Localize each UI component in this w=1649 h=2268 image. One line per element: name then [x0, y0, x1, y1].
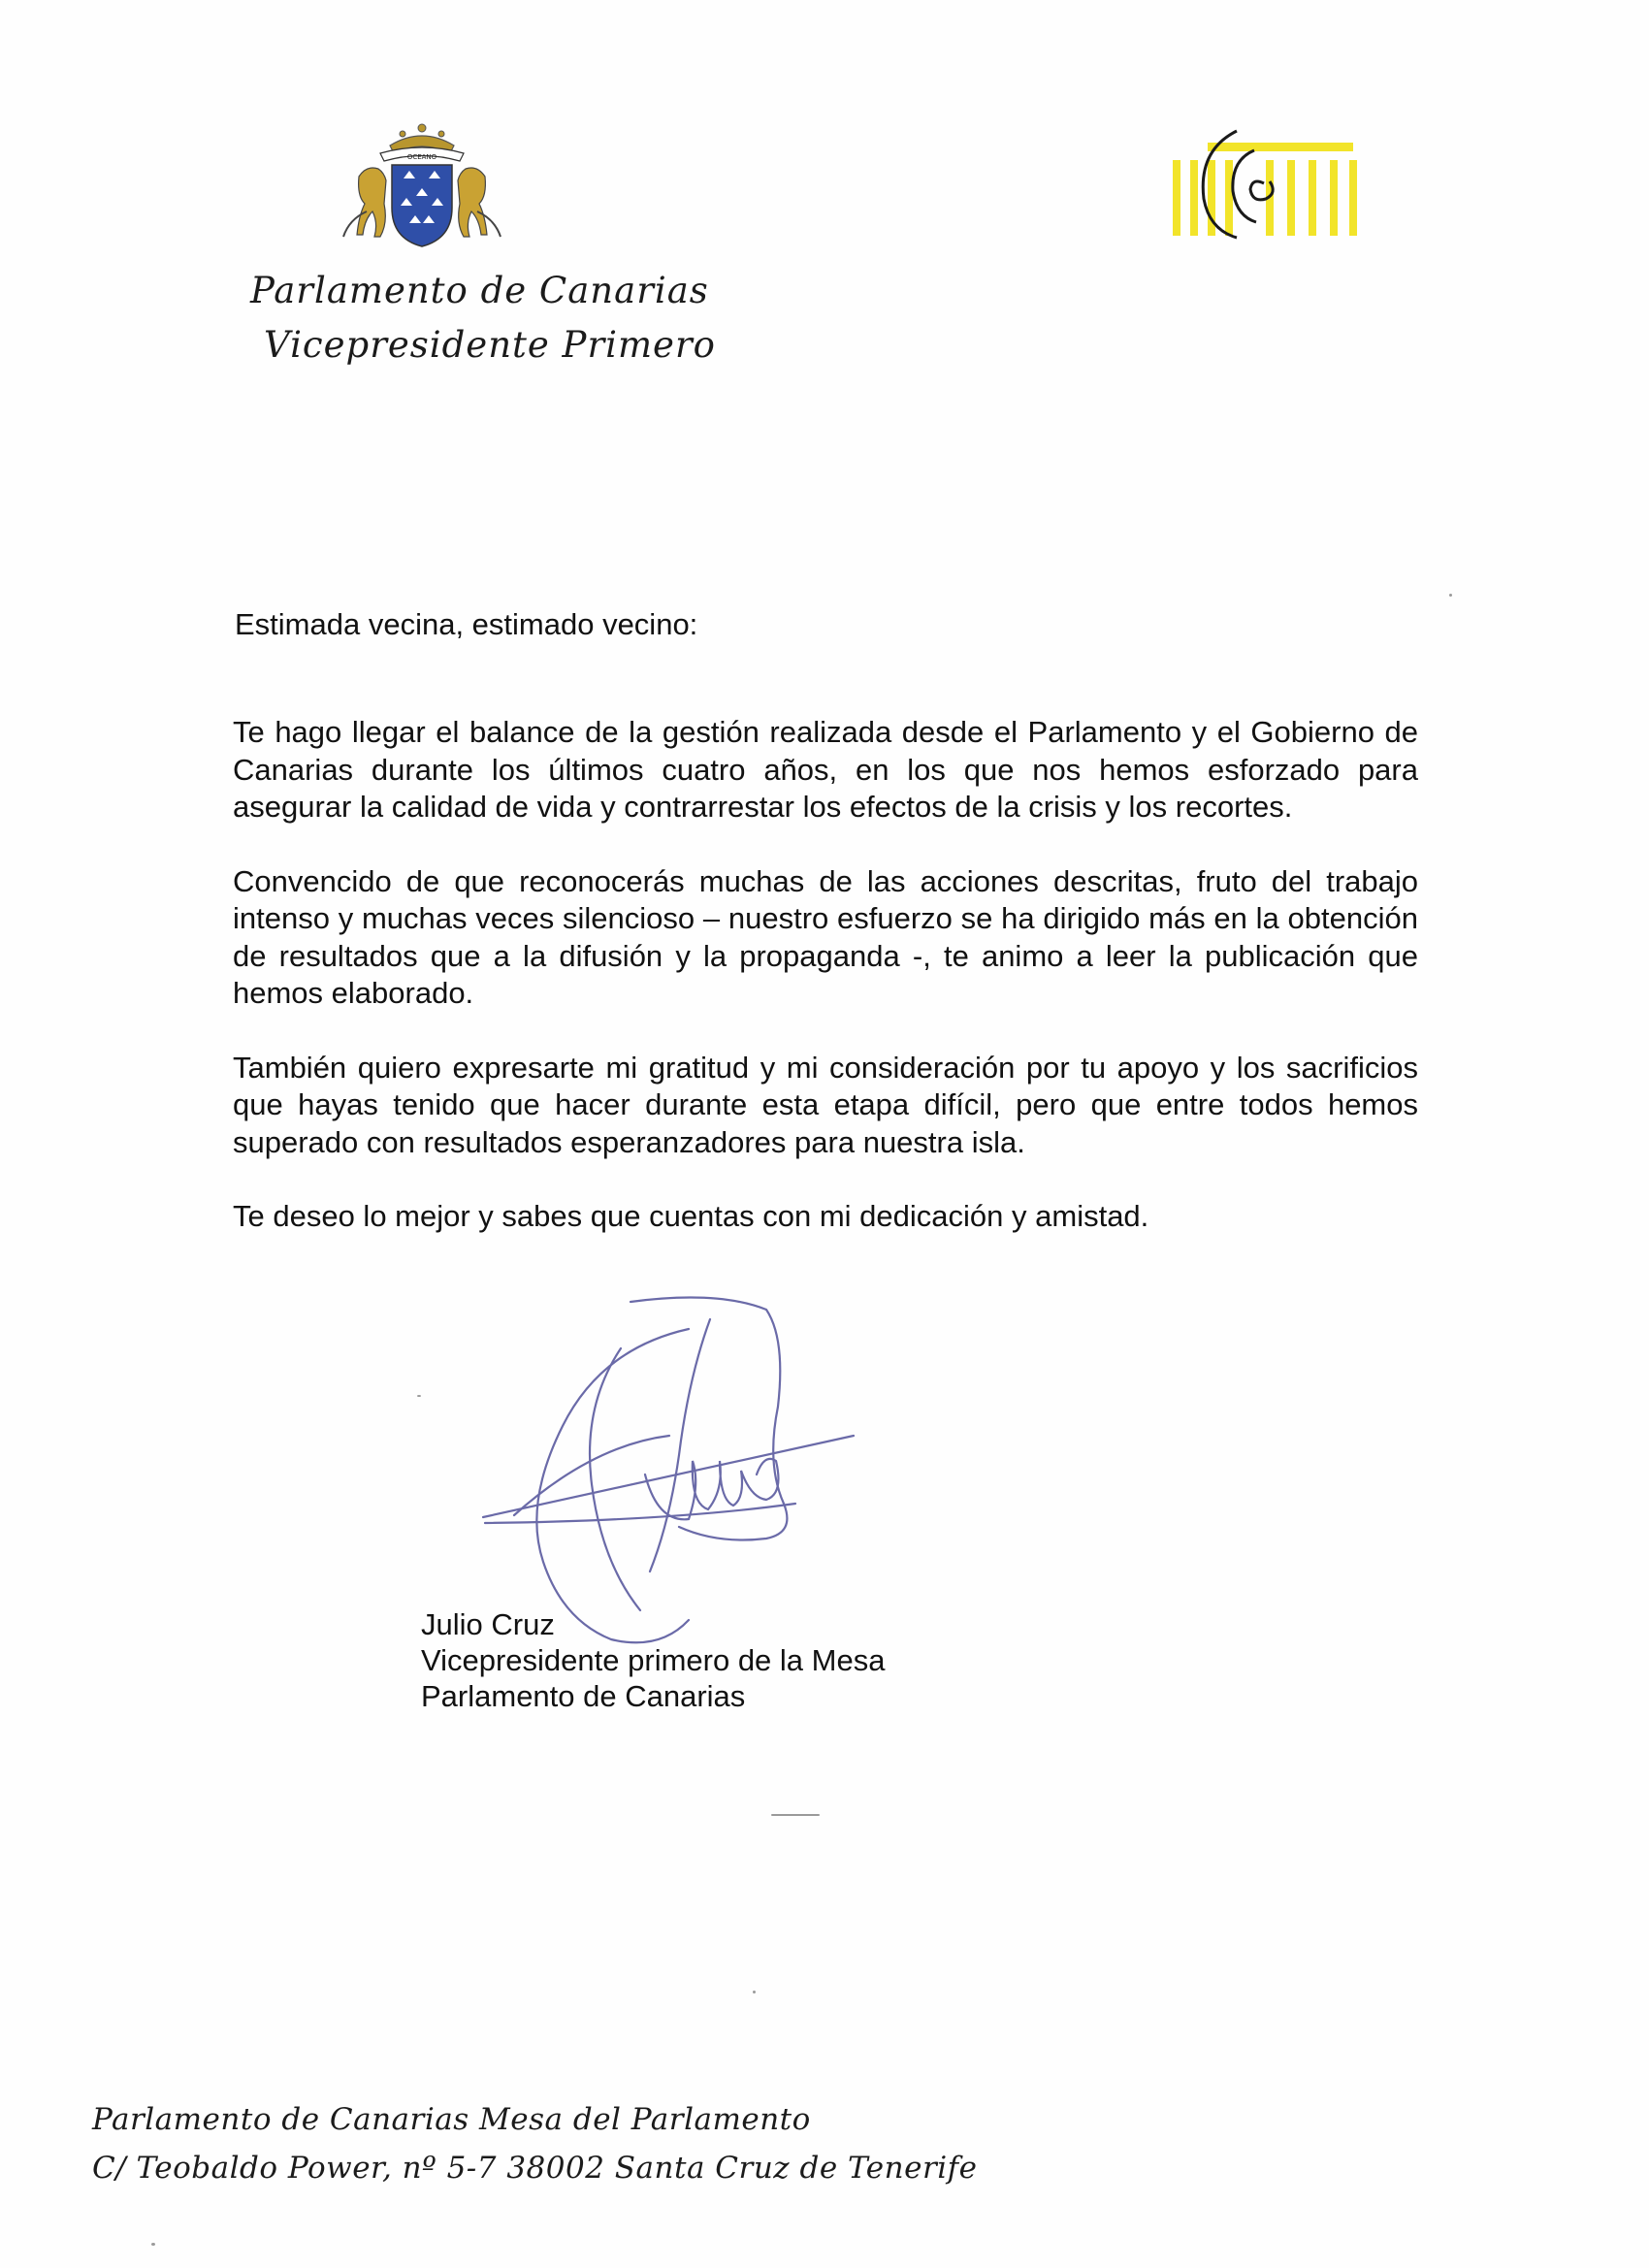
letterhead-office: Vicepresidente Primero: [264, 324, 716, 366]
scan-speck: [417, 1395, 421, 1397]
paragraph-1: Te hago llegar el balance de la gestión realizada desde el Parlamento y el Gobierno de Canarias durante los últimos cuatro años, en los que nos hemos esforzado para asegurar la calidad de vida y contrarrestar los efectos de la crisis y los recortes.: [233, 715, 1418, 824]
handwritten-signature: [475, 1290, 863, 1659]
footer-line-1: Parlamento de Canarias Mesa del Parlamento: [92, 2102, 811, 2137]
motto-text: OCEANO: [406, 153, 437, 161]
letter-greeting: Estimada vecina, estimado vecino:: [235, 607, 698, 641]
letterhead-text: [250, 264, 716, 373]
signer-institution: Parlamento de Canarias: [421, 1679, 746, 1713]
scan-speck: [771, 1814, 820, 1816]
footer-line-2: C/ Teobaldo Power, nº 5-7 38002 Santa Cruz de Tenerife: [92, 2151, 978, 2186]
signer-title: Vicepresidente primero de la Mesa: [421, 1643, 886, 1677]
letter-footer: [92, 2095, 978, 2192]
paragraph-2: Convencido de que reconocerás muchas de las acciones descritas, fruto del trabajo intenso y muchas veces silencioso – nuestro esfuerzo se ha dirigido más en la obtención de resultados que a la difusión y la propaganda -, te animo a leer la publicación que hemos elaborado.: [233, 863, 1418, 1010]
canary-islands-coat-of-arms: [330, 118, 514, 254]
scan-speck: [1449, 594, 1452, 597]
parliament-logo-icon: [1169, 121, 1363, 243]
letterhead-institution: Parlamento de Canarias: [250, 270, 709, 311]
signer-name: Julio Cruz: [421, 1607, 555, 1641]
letter-body: [233, 714, 1418, 1236]
signer-block: [421, 1606, 885, 1714]
scan-speck: [753, 1991, 756, 1993]
paragraph-4: Te deseo lo mejor y sabes que cuentas con mi dedicación y amistad.: [233, 1199, 1149, 1233]
scan-speck: [151, 2243, 155, 2246]
paragraph-3: También quiero expresarte mi gratitud y mi consideración por tu apoyo y los sacrificios que hayas tenido que hacer durante esta etapa difícil, pero que entre todos hemos superado con resultados esperanzadores para nuestra isla.: [233, 1050, 1418, 1159]
